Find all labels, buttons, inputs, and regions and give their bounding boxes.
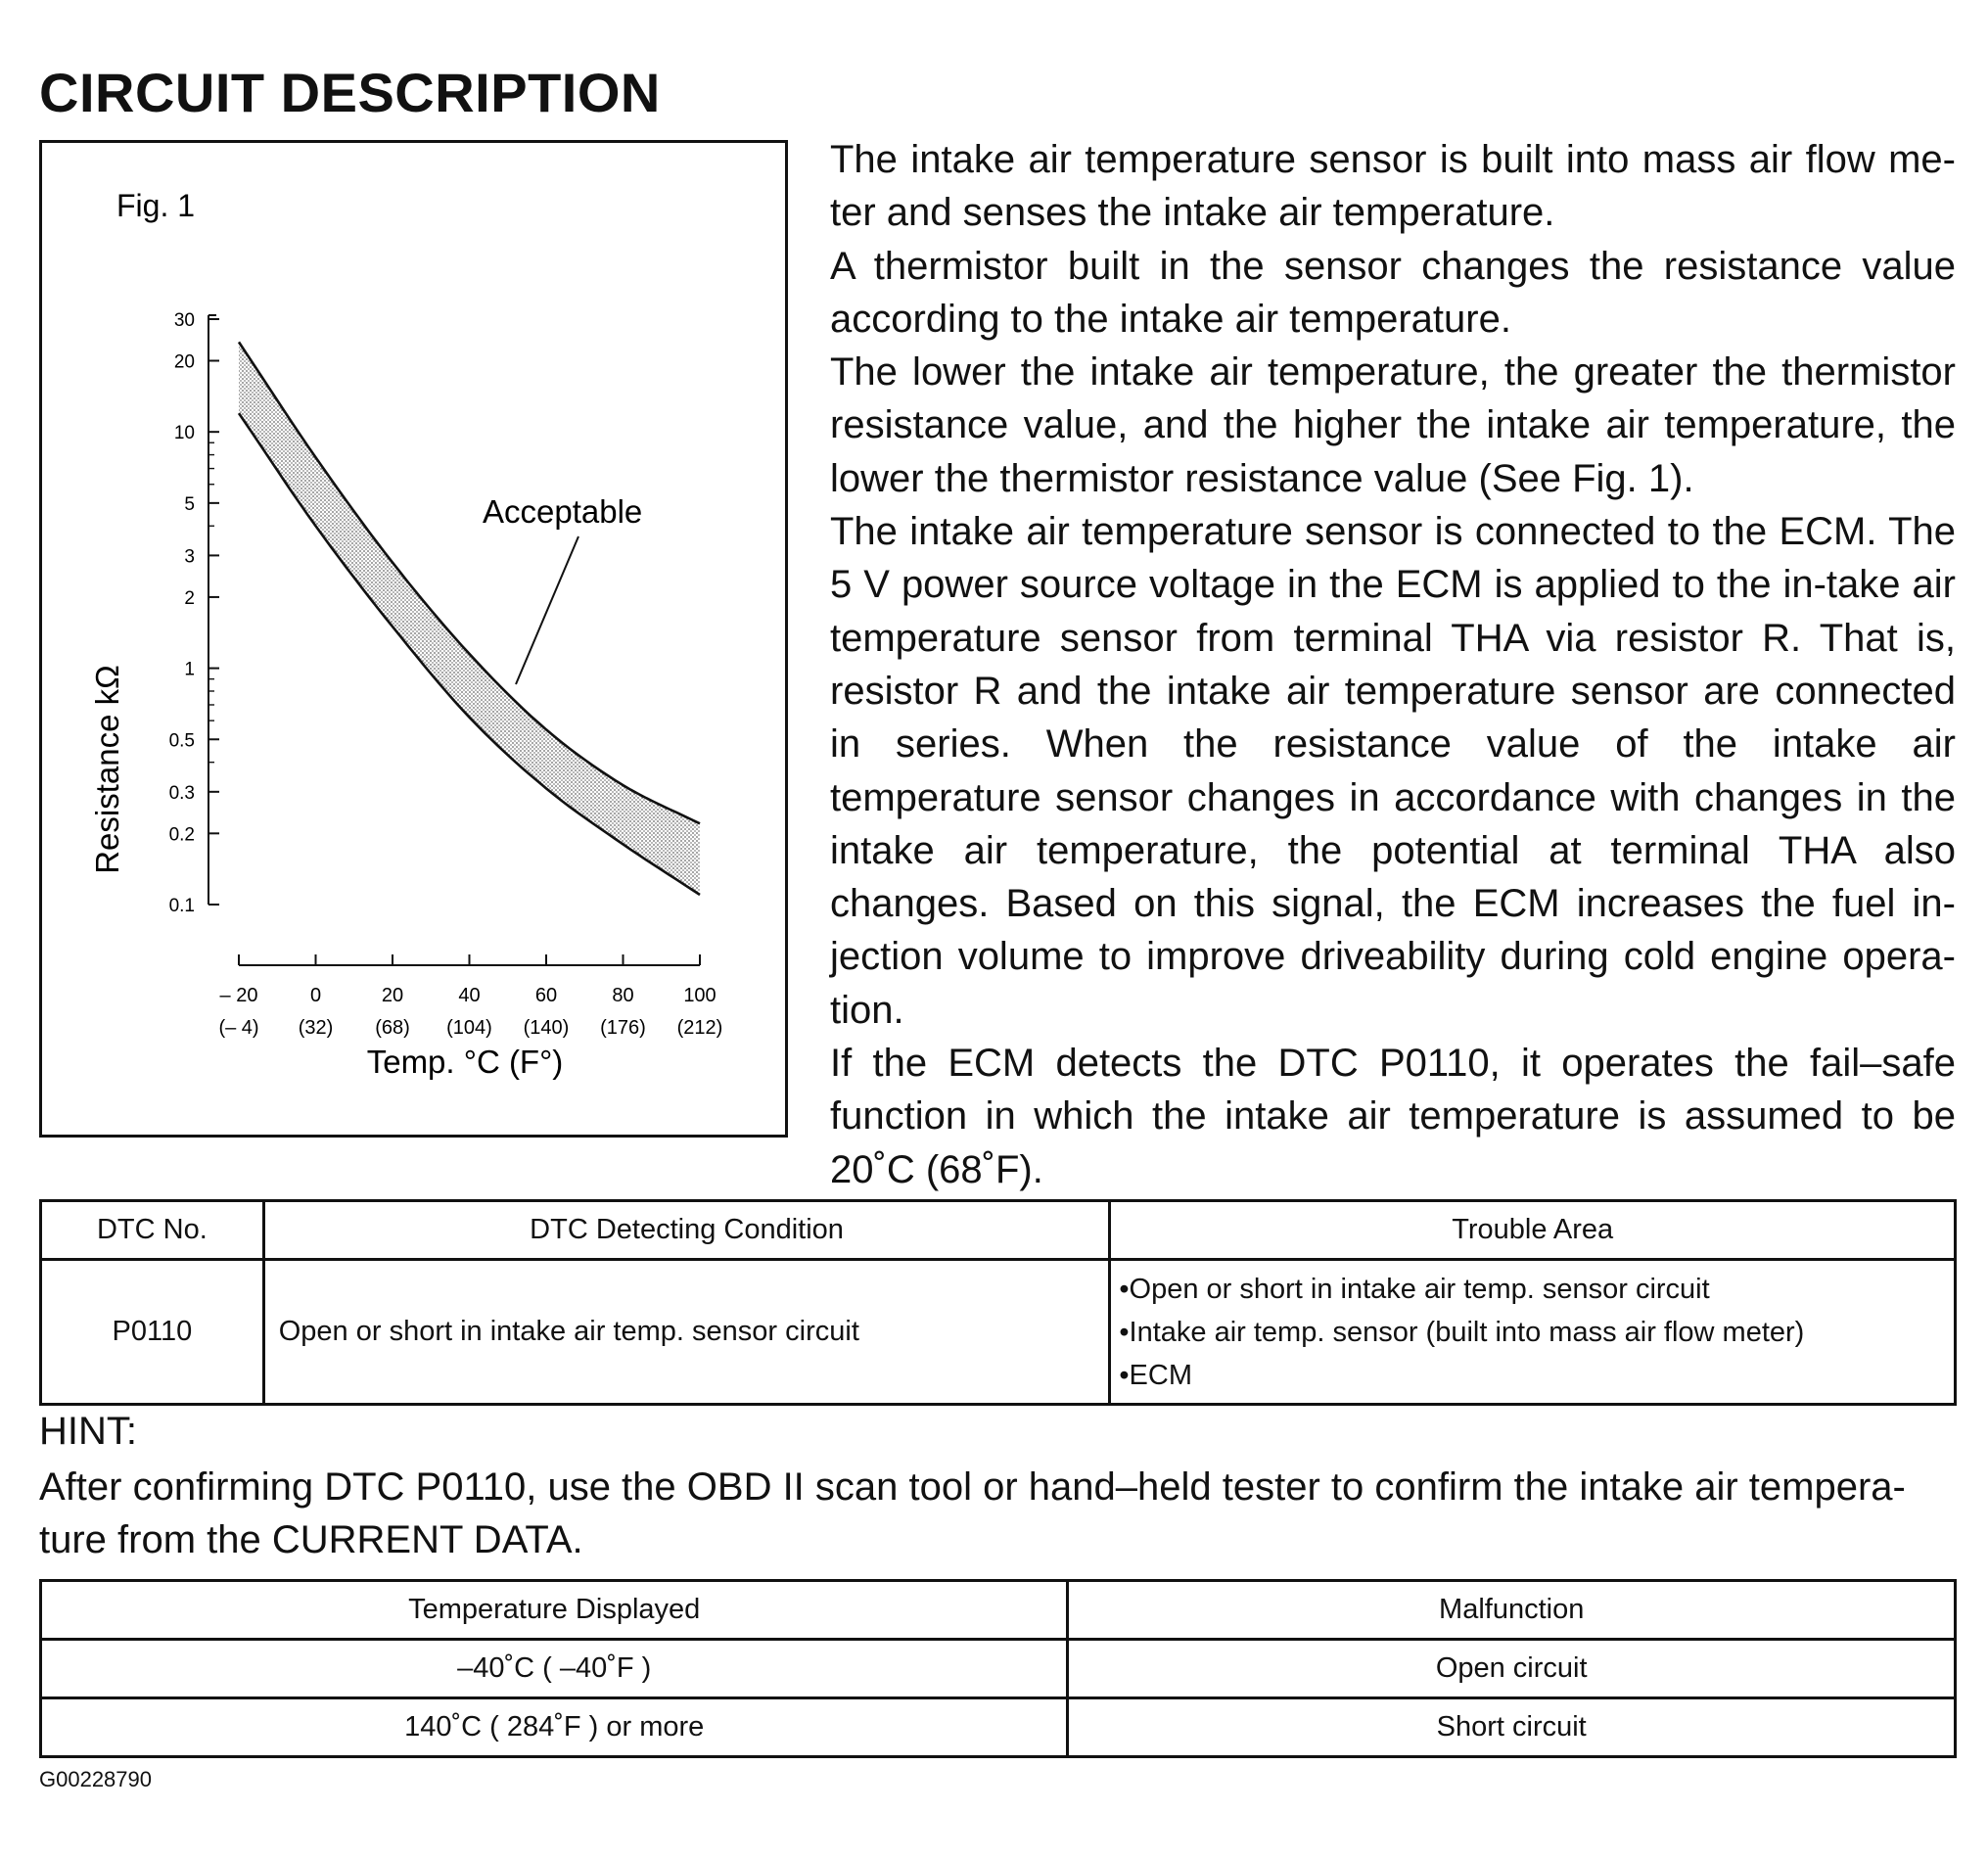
- dtc-code-cell: P0110: [41, 1260, 264, 1405]
- page-title: CIRCUIT DESCRIPTION: [39, 62, 661, 123]
- hint-text: After confirming DTC P0110, use the OBD II scan tool or hand–held tester to confirm the intake air tempera-ture from the CURRENT DATA.: [39, 1465, 1906, 1561]
- trouble-area-item: •ECM: [1119, 1359, 1192, 1391]
- table-header-row: [41, 1581, 1956, 1640]
- x-tick-label-fahrenheit: (140): [523, 1017, 570, 1039]
- malfunction-cell: Short circuit: [1068, 1698, 1956, 1757]
- x-tick-label: 0: [309, 985, 322, 1006]
- y-tick-label: 30: [173, 310, 195, 331]
- x-tick-label: 100: [683, 985, 717, 1006]
- table-row: [41, 1640, 1956, 1698]
- x-tick-label: 20: [381, 985, 404, 1006]
- band-annotation: Acceptable: [483, 493, 643, 530]
- x-tick-label: 40: [458, 985, 481, 1006]
- x-tick-label-fahrenheit: (68): [375, 1017, 410, 1039]
- figure-1: [39, 140, 788, 1138]
- x-tick-label: 80: [612, 985, 634, 1006]
- annotation-leader-line: [516, 536, 578, 684]
- y-tick-label: 0.2: [168, 824, 195, 846]
- header-cell: Malfunction: [1068, 1581, 1956, 1640]
- figure-label: Fig. 1: [116, 188, 196, 223]
- x-tick-label: 60: [534, 985, 558, 1006]
- x-tick-label-fahrenheit: (176): [600, 1017, 646, 1039]
- hint-heading: HINT:: [39, 1410, 137, 1453]
- y-tick-label: 2: [184, 587, 195, 609]
- description-paragraph: A thermistor built in the sensor changes the resistance value according to the intake air temperature.: [830, 244, 1956, 341]
- y-tick-label: 1: [184, 659, 195, 680]
- x-tick-label-fahrenheit: (32): [298, 1017, 334, 1039]
- table-row: [41, 1260, 1956, 1405]
- y-tick-label: 5: [184, 493, 195, 515]
- header-cell: Trouble Area: [1110, 1201, 1956, 1260]
- trouble-area-item: •Intake air temp. sensor (built into mass air flow meter): [1119, 1316, 1805, 1348]
- description-paragraph: If the ECM detects the DTC P0110, it operates the fail–safe function in which the intake air temperature is assumed to be 20˚C (68˚F).: [830, 1042, 1956, 1191]
- table-row: [41, 1698, 1956, 1757]
- y-tick-label: 0.5: [168, 730, 195, 752]
- resistance-temperature-chart: [42, 143, 785, 1135]
- temperature-table: [39, 1579, 1957, 1758]
- header-cell: DTC Detecting Condition: [263, 1201, 1110, 1260]
- x-tick-label-fahrenheit: (– 4): [218, 1017, 259, 1039]
- table-header-row: [41, 1201, 1956, 1260]
- figure-code: G00228790: [39, 1767, 152, 1791]
- acceptable-band: [239, 342, 700, 895]
- x-tick-label-fahrenheit: (212): [676, 1017, 723, 1039]
- y-tick-label: 3: [184, 546, 195, 568]
- y-tick-label: 0.1: [168, 896, 195, 916]
- x-tick-label-fahrenheit: (104): [446, 1017, 492, 1039]
- upper-limit-line: [239, 342, 700, 823]
- y-axis-title: Resistance kΩ: [89, 665, 125, 874]
- description-paragraph: The intake air temperature sensor is built into mass air flow me-ter and senses the intake air temperature.: [830, 138, 1956, 235]
- header-cell: Temperature Displayed: [41, 1581, 1068, 1640]
- trouble-area-item: •Open or short in intake air temp. sensor circuit: [1119, 1273, 1710, 1305]
- header-cell: DTC No.: [41, 1201, 264, 1260]
- dtc-condition-cell: Open or short in intake air temp. sensor circuit: [263, 1260, 1110, 1405]
- dtc-table: [39, 1199, 1957, 1406]
- y-tick-label: 10: [173, 423, 195, 444]
- temperature-cell: 140˚C ( 284˚F ) or more: [41, 1698, 1068, 1757]
- x-tick-label: – 20: [219, 985, 258, 1006]
- circuit-description: [830, 133, 1956, 1196]
- description-paragraph: The lower the intake air temperature, the greater the thermistor resistance value, and the higher the intake air temperature, the lower the thermistor resistance value (See Fig. 1).: [830, 350, 1956, 500]
- y-tick-label: 0.3: [168, 782, 195, 804]
- trouble-area-cell: [1110, 1260, 1956, 1405]
- temperature-cell: –40˚C ( –40˚F ): [41, 1640, 1068, 1698]
- x-axis-title: Temp. °C (F°): [366, 1044, 564, 1080]
- malfunction-cell: Open circuit: [1068, 1640, 1956, 1698]
- description-paragraph: The intake air temperature sensor is connected to the ECM. The 5 V power source voltage in the ECM is applied to the in-take air temperature sensor from terminal THA via resistor R. That is, resistor R and the intake air temperature sensor are connected in series. When the resistance value of the intake air temperature sensor changes in accordance with changes in the intake air temperature, the potential at terminal THA also changes. Based on this signal, the ECM increases the fuel in-jection volume to improve driveability during cold engine opera-tion.: [830, 510, 1956, 1032]
- y-tick-label: 20: [173, 351, 195, 373]
